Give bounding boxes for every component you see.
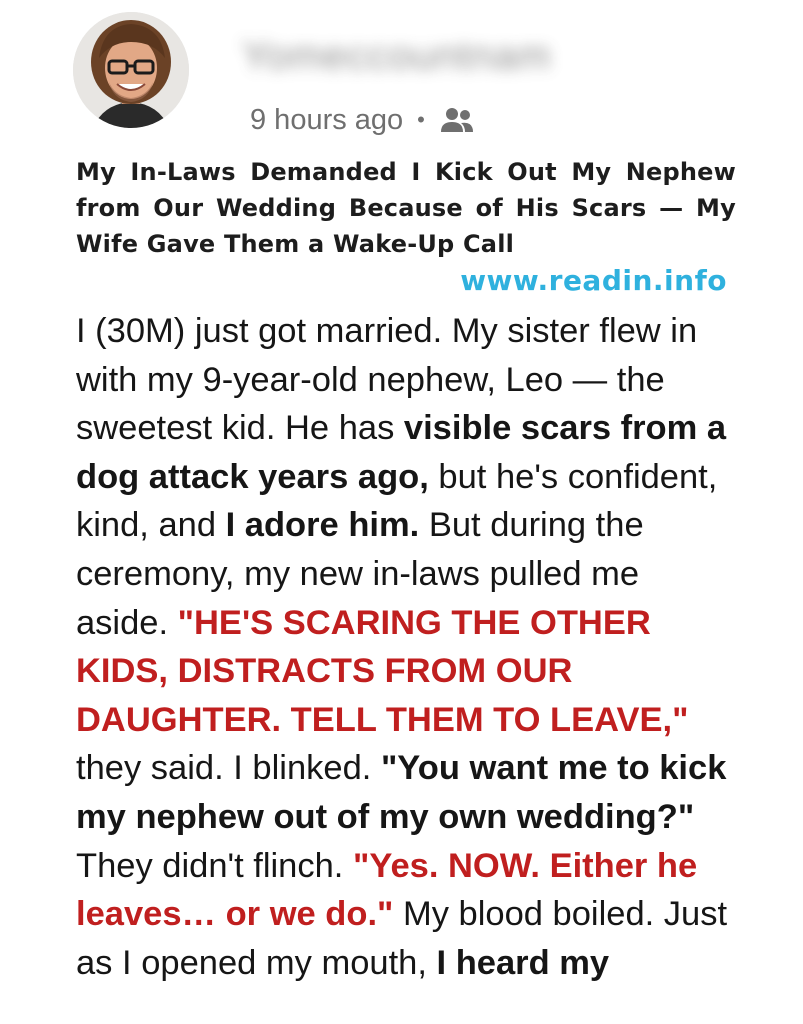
story-body [76,307,736,987]
article-headline[interactable]: My In-Laws Demanded I Kick Out My Nephew from Our Wedding Because of His Scars — My Wife Gave Them a Wake-Up Call [76,158,736,258]
story-bold: visible scars from a dog attack years ago, [76,409,727,496]
story-text: They didn't flinch. [76,846,353,885]
username[interactable]: Yomeccountnam [242,34,552,78]
site-watermark: www.readin.info [460,264,727,297]
avatar[interactable] [73,12,189,128]
story-text: but he's confident, kind, and [76,457,718,545]
story-bold: "You want me to kick my nephew out of my own wedding?" [76,749,727,836]
user-photo-icon [73,12,189,128]
story-quote-red: "Yes. NOW. Either he leaves… or we do." [76,846,698,934]
story-text: My blood boiled. Just as I opened my mouth, [76,895,728,982]
story-text: But during the ceremony, my new in-laws pulled me aside. [76,506,644,642]
story-quote-red: "HE'S SCARING THE OTHER KIDS, DISTRACTS FROM OUR DAUGHTER. TELL THEM TO LEAVE," [76,603,689,739]
post-meta [250,100,475,140]
story-bold: I adore him. [225,506,420,545]
people-icon[interactable] [439,104,475,136]
timestamp: 9 hours ago [250,103,404,136]
story-text: they said. I blinked. [76,749,381,788]
story-bold: I heard my [436,943,610,982]
separator-dot: • [417,107,425,132]
story-text: I (30M) just got married. My sister flew in with my 9-year-old nephew, Leo — the sweetest kid. He has [76,312,698,448]
